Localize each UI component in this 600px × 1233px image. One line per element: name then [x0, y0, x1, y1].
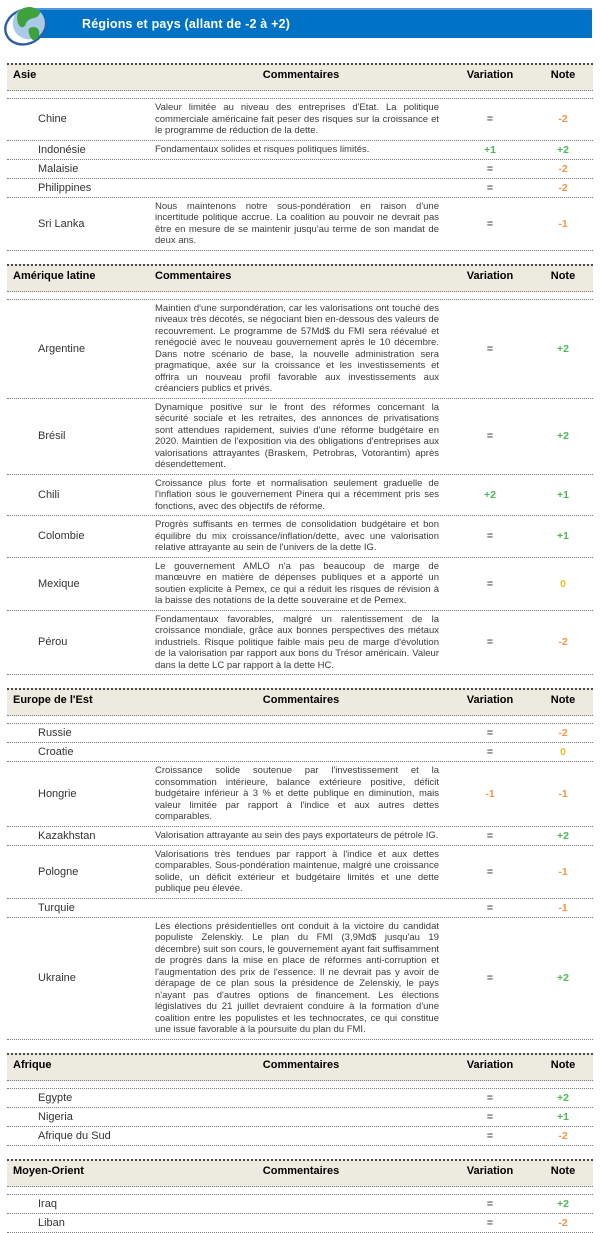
column-header-variation: Variation — [466, 1164, 514, 1177]
region-section — [7, 1159, 593, 1233]
variation-value: = — [486, 746, 494, 758]
column-header-variation: Variation — [466, 1058, 514, 1071]
country-comment: Dynamique positive sur le front des réformes concernant la sécurité sociale et les retraites, des annonces de privatisations sont attendues rapidement, suivies d'une réforme budgétaire en 2020. Maintien de l'exposition via des obligations d'entreprises aux valorisations attrayantes (Braskem, Petrobras, Votorantim) après désendettement. — [155, 401, 439, 470]
section-rows — [7, 1194, 593, 1233]
section-title: Europe de l'Est — [13, 694, 93, 706]
note-value: +2 — [557, 143, 569, 156]
variation-value: = — [486, 113, 494, 126]
section-rows — [7, 98, 593, 251]
variation-value: = — [486, 162, 494, 175]
country-comment — [155, 186, 447, 190]
country-comment — [155, 750, 447, 754]
section-title: Moyen-Orient — [13, 1164, 84, 1177]
country-row — [7, 198, 593, 251]
section-header-row — [7, 63, 593, 91]
note-value: +2 — [557, 972, 569, 984]
region-section — [7, 63, 593, 251]
page-title: Régions et pays (allant de -2 à +2) — [82, 17, 291, 31]
note-value: -2 — [558, 636, 568, 649]
column-header-note: Note — [550, 1058, 576, 1071]
country-row — [7, 399, 593, 475]
country-row — [7, 558, 593, 611]
country-name: Argentine — [38, 342, 86, 355]
column-header-commentaires: Commentaires — [155, 269, 232, 282]
note-value: +2 — [557, 1091, 569, 1104]
column-header-note: Note — [550, 1164, 576, 1177]
title-bar — [34, 8, 592, 38]
country-name: Hongrie — [38, 787, 77, 800]
section-title: Asie — [13, 69, 37, 81]
variation-value: +1 — [484, 143, 496, 156]
country-name: Philippines — [38, 181, 92, 194]
country-name: Ukraine — [38, 972, 76, 984]
note-value: +1 — [557, 530, 569, 543]
country-comment — [155, 1134, 447, 1138]
variation-value: = — [486, 636, 494, 649]
country-row — [7, 899, 593, 918]
variation-value: = — [486, 1110, 494, 1123]
report-page — [0, 7, 600, 1233]
column-header-commentaires: Commentaires — [262, 694, 340, 706]
column-header-commentaires: Commentaires — [262, 69, 340, 81]
country-name: Iraq — [38, 1197, 57, 1210]
section-header-row — [7, 1053, 593, 1081]
note-value: +2 — [557, 342, 569, 355]
country-name: Kazakhstan — [38, 829, 96, 842]
country-row — [7, 179, 593, 198]
country-row — [7, 762, 593, 827]
country-comment: Valorisation attrayante au sein des pays exportateurs de pétrole IG. — [155, 829, 439, 841]
note-value: -2 — [558, 1216, 568, 1229]
variation-value: = — [486, 217, 494, 230]
country-comment: Croissance plus forte et normalisation seulement graduelle de l'inflation sous le gouvernement Pinera qui a récemment pris ses fonctions, avec des objectifs de réforme. — [155, 477, 439, 512]
country-name: Chili — [38, 488, 60, 501]
country-name: Pérou — [38, 636, 68, 649]
country-comment: Les élections présidentielles ont conduit à la victoire du candidat populiste Zelenskiy. Le plan du FMI (3,9Md$ jusqu'au 19 décembre) suit son cours, le gouvernement ayant fait suffisamment de progrès dans la mise en place de réformes anti-corruption et l'augmentation des prix de l'essence. Il ne devrait pas y avoir de dérapage de ce plan sous la présidence de Zelenskiy, le pays n'ayant pas d'autres options de financement. Les élections législatives du 21 juillet devraient conduire à la formation d'une coalition entre les populistes et les technocrates, ce qui constitue une issue favorable à la poursuite du plan du FMI. — [155, 920, 439, 1035]
country-comment: Nous maintenons notre sous-pondération en raison d'une incertitude politique accrue. La coalition au pouvoir ne devrait pas être en mesure de se maintenir jusqu'au terme de son mandat de deux ans. — [155, 200, 439, 246]
region-section — [7, 688, 593, 1040]
globe-icon — [4, 2, 50, 50]
country-name: Pologne — [38, 865, 79, 878]
country-row — [7, 846, 593, 899]
note-value: -1 — [558, 865, 568, 878]
column-header-variation: Variation — [466, 269, 514, 282]
country-name: Chine — [38, 113, 67, 126]
variation-value: = — [486, 342, 494, 355]
country-comment — [155, 1221, 447, 1225]
section-title: Afrique — [13, 1058, 52, 1071]
column-header-variation: Variation — [466, 69, 514, 81]
column-header-note: Note — [550, 69, 576, 81]
country-row — [7, 918, 593, 1040]
country-row — [7, 516, 593, 558]
variation-value: = — [486, 1091, 494, 1104]
variation-value: = — [486, 727, 494, 739]
section-title: Amérique latine — [13, 269, 96, 282]
country-comment: Croissance solide soutenue par l'investissement et la consommation intérieure, balance extérieure positive, déficit budgétaire inférieur à 3 % et dette publique en diminution, mais valeur limitée par rapport à l'indice et aux autres dettes comparables. — [155, 765, 439, 822]
variation-value: = — [486, 1129, 494, 1142]
section-rows — [7, 723, 593, 1040]
column-header-note: Note — [550, 694, 576, 706]
note-value: +1 — [557, 1110, 569, 1123]
column-header-commentaires: Commentaires — [262, 1058, 340, 1071]
variation-value: = — [486, 577, 494, 590]
section-header-row — [7, 264, 593, 292]
variation-value: = — [486, 1197, 494, 1210]
country-row — [7, 1127, 593, 1146]
variation-value: = — [486, 829, 494, 842]
variation-value: = — [486, 1216, 494, 1229]
country-row — [7, 1108, 593, 1127]
variation-value: = — [486, 430, 494, 442]
country-name: Brésil — [38, 430, 66, 442]
country-comment — [155, 1202, 447, 1206]
country-row — [7, 475, 593, 517]
section-rows — [7, 1088, 593, 1146]
column-header-variation: Variation — [466, 694, 514, 706]
note-value: -2 — [558, 1129, 568, 1142]
country-comment — [155, 731, 447, 735]
note-value: +2 — [557, 430, 569, 442]
country-row — [7, 160, 593, 179]
note-value: +2 — [557, 1197, 569, 1210]
country-row — [7, 300, 593, 399]
country-name: Turquie — [38, 901, 75, 914]
country-row — [7, 141, 593, 160]
note-value: -2 — [558, 181, 568, 194]
variation-value: = — [486, 901, 494, 914]
country-row — [7, 1214, 593, 1233]
country-comment: Valorisations très tendues par rapport à l'indice et aux dettes comparables. Sous-pondération maintenue, malgré une croissance solide, un déficit extérieur et budgétaire limités et une dette publique peu élevée. — [155, 848, 439, 894]
page-header — [4, 7, 592, 39]
section-header-row — [7, 1159, 593, 1187]
note-value: -1 — [558, 901, 568, 914]
country-name: Sri Lanka — [38, 217, 85, 230]
note-value: 0 — [560, 577, 566, 590]
variation-value: = — [486, 530, 494, 543]
note-value: 0 — [560, 746, 566, 758]
country-name: Mexique — [38, 577, 80, 590]
country-name: Malaisie — [38, 162, 79, 175]
variation-value: +2 — [484, 488, 496, 501]
country-comment: Valeur limitée au niveau des entreprises d'Etat. La politique commerciale américaine fait peser des risques sur la croissance et le programme de réduction de la dette. — [155, 102, 439, 136]
note-value: -1 — [558, 787, 568, 800]
country-row — [7, 611, 593, 676]
country-comment: Le gouvernement AMLO n'a pas beaucoup de marge de manœuvre en matière de dépenses publiques et a apporté un soutien explicite à Pemex, ce qui a réduit les risques de révision à la baisse des notations de la dette souveraine et de Pemex. — [155, 560, 439, 606]
country-name: Russie — [38, 727, 72, 739]
country-comment — [155, 1096, 447, 1100]
country-row — [7, 1089, 593, 1108]
country-name: Afrique du Sud — [38, 1129, 111, 1142]
note-value: -2 — [558, 162, 568, 175]
country-name: Colombie — [38, 530, 85, 543]
note-value: -1 — [558, 217, 568, 230]
region-section — [7, 1053, 593, 1146]
regions-table — [7, 63, 593, 1233]
country-name: Nigeria — [38, 1110, 73, 1123]
region-section — [7, 264, 593, 676]
country-comment: Fondamentaux favorables, malgré un ralentissement de la croissance mondiale, grâce aux bonnes perspectives des métaux industriels. Risque politique faible mais peu de marge d'évolution de la valorisation par rapport aux bons du Trésor américain. Valeur dans la dette LC par rapport à la dette HC. — [155, 613, 439, 671]
note-value: -2 — [558, 113, 568, 126]
country-comment — [155, 167, 447, 171]
country-row — [7, 99, 593, 141]
country-comment — [155, 906, 447, 910]
note-value: +2 — [557, 829, 569, 842]
country-comment: Fondamentaux solides et risques politiques limités. — [155, 143, 370, 155]
variation-value: = — [486, 972, 494, 984]
country-row — [7, 724, 593, 743]
country-comment — [155, 1115, 447, 1119]
note-value: -2 — [558, 727, 568, 739]
country-comment: Progrès suffisants en termes de consolidation budgétaire et bon équilibre du mix croissance/inflation/dette, avec une valorisation relative attrayante au sein de l'univers de la dette IG. — [155, 519, 439, 553]
variation-value: -1 — [485, 787, 495, 800]
country-name: Indonésie — [38, 143, 86, 156]
note-value: +1 — [557, 488, 569, 501]
country-row — [7, 827, 593, 846]
section-rows — [7, 299, 593, 676]
country-name: Egypte — [38, 1091, 73, 1104]
column-header-note: Note — [550, 269, 576, 282]
country-comment: Maintien d'une surpondération, car les valorisations ont touché des niveaux très décotés, se négociant bien en-dessous des valeurs de recouvrement. Le programme de 57Md$ du FMI sera réévalué et renégocié avec le nouveau gouvernement après le 10 décembre. Dans notre scénario de base, la nouvelle administration sera pragmatique, axée sur la croissance et les investissements et offrira un nouveau profil favorable aux investissements aux créanciers publics et privés. — [155, 302, 439, 394]
column-header-commentaires: Commentaires — [262, 1164, 340, 1177]
country-name: Liban — [38, 1216, 65, 1229]
variation-value: = — [486, 865, 494, 878]
section-header-row — [7, 688, 593, 716]
country-row — [7, 1195, 593, 1214]
country-name: Croatie — [38, 746, 74, 758]
variation-value: = — [486, 181, 494, 194]
country-row — [7, 743, 593, 762]
